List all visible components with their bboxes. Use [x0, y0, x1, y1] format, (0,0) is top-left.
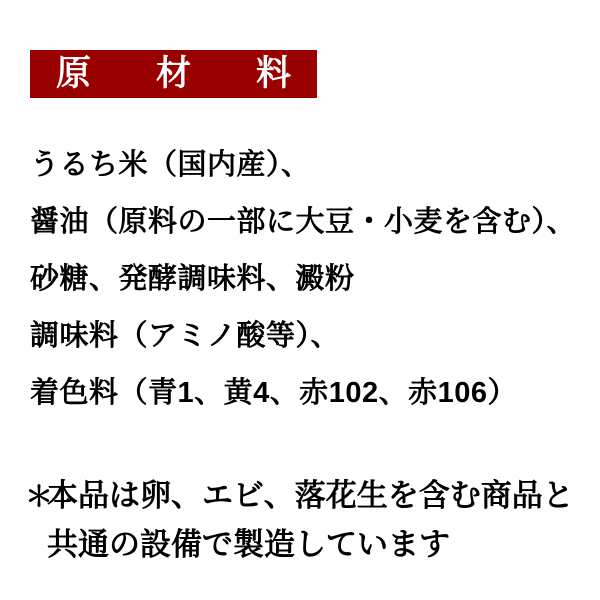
ingredient-line-5: 着色料（青1、黄4、赤102、赤106） — [30, 377, 518, 409]
ingredients-header-title: 原 材 料 — [56, 54, 291, 93]
allergy-note — [25, 472, 595, 569]
ingredient-line-1: うるち米（国内産）、 — [30, 149, 311, 181]
ingredients-header-bar — [30, 50, 317, 98]
ingredient-line-4: 調味料（アミノ酸等）、 — [30, 320, 341, 352]
ingredient-line-3: 砂糖、発酵調味料、澱粉 — [30, 263, 355, 295]
allergy-note-line-1 — [25, 472, 595, 521]
allergy-note-text-1: 本品は卵、エビ、落花生を含む商品と — [47, 478, 574, 513]
ingredient-line-2: 醤油（原料の一部に大豆・小麦を含む）、 — [30, 206, 577, 238]
allergy-note-line-2: 共通の設備で製造しています — [47, 527, 450, 562]
asterisk-marker: ＊ — [25, 481, 54, 512]
ingredients-list — [30, 137, 595, 422]
